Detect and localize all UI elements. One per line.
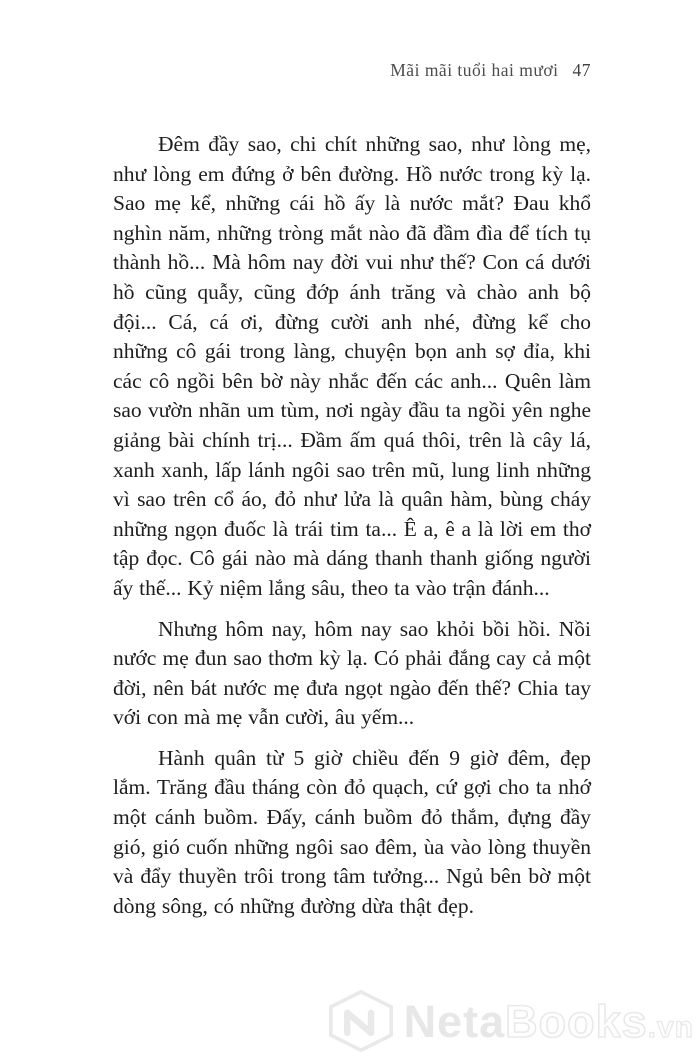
netabooks-hexagon-logo-icon (324, 989, 398, 1053)
netabooks-wordmark (403, 995, 694, 1047)
page-header (110, 60, 591, 81)
wordmark-books: Books (505, 995, 648, 1047)
netabooks-watermark (324, 989, 694, 1053)
wordmark-tld: .vn (647, 1010, 694, 1044)
paragraph-2: Nhưng hôm nay, hôm nay sao khỏi bồi hồi. Nồi nước mẹ đun sao thơm kỳ lạ. Có phải đắng cay cả một đời, nên bát nước mẹ đưa ngọt ngào đến thế? Chia tay với con mà mẹ vẫn cười, âu yếm... (113, 616, 591, 730)
paragraph-1: Đêm đầy sao, chi chít những sao, như lòng mẹ, như lòng em đứng ở bên đường. Hồ nước trong kỳ lạ. Sao mẹ kể, những cái hồ ấy là nước mắt? Đau khổ nghìn năm, những tròng mắt nào đã đầm đìa để tích tụ thành hồ... Mà hôm nay đời vui như thế? Con cá dưới hồ cũng quẫy, cũng đớp ánh trăng và chào anh bộ đội... Cá, cá ơi, đừng cười anh nhé, đừng kể cho những cô gái trong làng, chuyện bọn anh sợ đỉa, khi các cô ngồi bên bờ này nhắc đến các anh... Quên làm sao vườn nhãn um tùm, nơi ngày đầu ta ngồi yên nghe giảng bài chính trị... Đầm ấm quá thôi, trên là cây lá, xanh xanh, lấp lánh ngôi sao trên mũ, lung linh những vì sao trên cổ áo, đỏ như lửa là quân hàm, bùng cháy những ngọn đuốc là trái tim ta... Ê a, ê a là lời em thơ tập đọc. Cô gái nào mà dáng thanh thanh giống người ấy thế... Kỷ niệm lắng sâu, theo ta vào trận đánh... (113, 132, 591, 600)
page-body (113, 130, 591, 932)
page-number: 47 (572, 60, 591, 80)
running-title: Mãi mãi tuổi hai mươi (390, 60, 559, 80)
wordmark-neta: Neta (403, 995, 506, 1047)
paragraph-3: Hành quân từ 5 giờ chiều đến 9 giờ đêm, đẹp lắm. Trăng đầu tháng còn đỏ quạch, cứ gợi cho ta nhớ một cánh buồm. Đấy, cánh buồm đỏ thắm, đựng đầy gió, gió cuốn những ngôi sao đêm, ùa vào lòng thuyền và đẩy thuyền trôi trong tâm tưởng... Ngủ bên bờ một dòng sông, có những đường dừa thật đẹp. (113, 745, 591, 918)
